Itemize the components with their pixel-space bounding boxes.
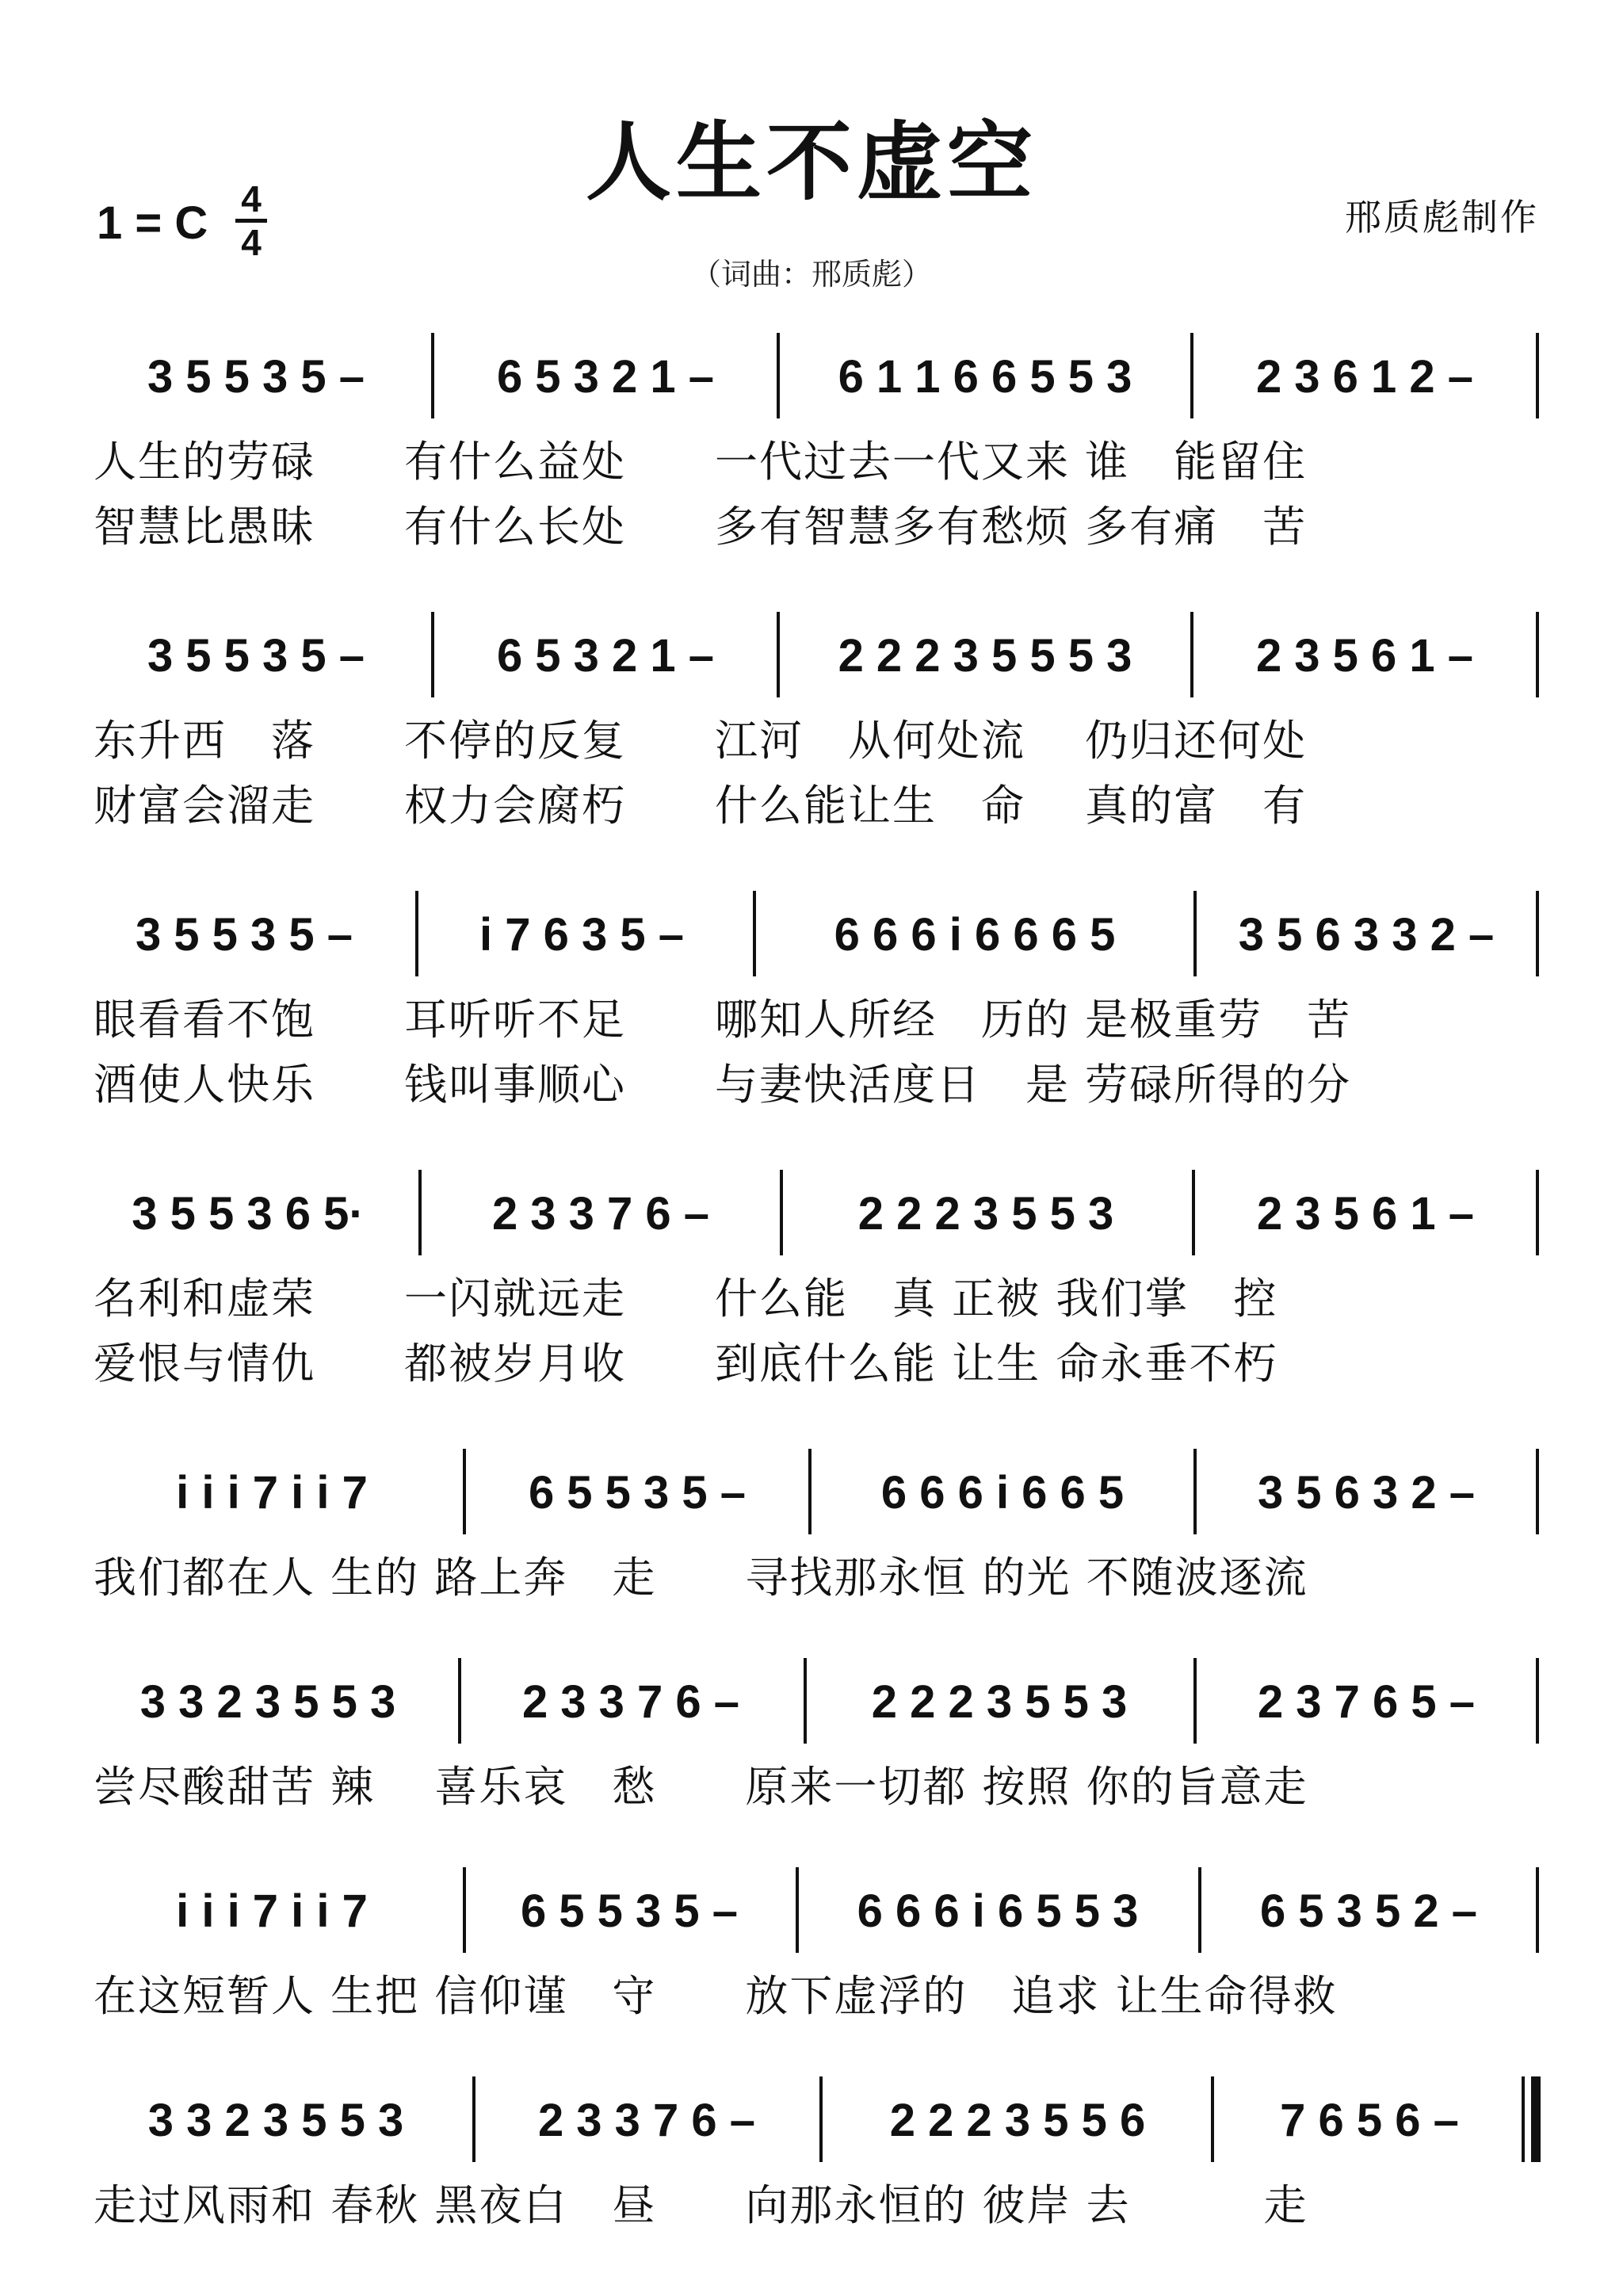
staff-row xyxy=(86,883,1542,986)
measure xyxy=(86,604,426,707)
measure xyxy=(86,1859,458,1962)
measure xyxy=(816,1441,1189,1544)
barline xyxy=(1198,1867,1201,1953)
measure-notes: 2 2 2 3 5 5 6 xyxy=(889,2094,1146,2146)
measure-notes: i i i 7 i i 7 xyxy=(176,1885,368,1937)
measure xyxy=(1201,883,1531,986)
measure xyxy=(827,2069,1208,2172)
measure xyxy=(439,325,772,428)
measure-notes: 6 6 6 i 6 6 6 5 xyxy=(834,908,1116,961)
score-system xyxy=(86,2069,1542,2237)
barline xyxy=(418,1170,422,1255)
lyric-line xyxy=(86,1962,1542,2027)
measure-notes: 2 3 5 6 1 – xyxy=(1256,1187,1475,1240)
barline xyxy=(431,333,434,418)
measure xyxy=(471,1859,788,1962)
author-credit: 邢质彪制作 xyxy=(1345,196,1539,239)
score-system xyxy=(86,883,1542,1116)
final-barline-thin xyxy=(1522,2076,1525,2162)
measure xyxy=(439,604,772,707)
barline xyxy=(463,1867,466,1953)
staff-row xyxy=(86,1441,1542,1544)
measure xyxy=(785,604,1186,707)
measure xyxy=(86,1162,411,1265)
barline xyxy=(796,1867,799,1953)
time-top: 4 xyxy=(241,178,262,220)
measure xyxy=(471,1441,804,1544)
lyric-text: 爱恨与情仇 都被岁月收 到底什么能 让生 命永垂不朽 xyxy=(94,1339,1278,1389)
score-system xyxy=(86,1650,1542,1818)
barline xyxy=(1193,1658,1197,1744)
barline xyxy=(1211,2076,1214,2162)
measure xyxy=(1201,1441,1531,1544)
measure xyxy=(804,1859,1192,1962)
barline xyxy=(1536,612,1539,697)
measure-notes: 2 3 5 6 1 – xyxy=(1255,629,1474,682)
measure-notes: 3 3 2 3 5 5 3 xyxy=(147,2094,404,2146)
barline xyxy=(463,1449,466,1534)
barline xyxy=(1536,1170,1539,1255)
measure xyxy=(480,2069,813,2172)
lyric-text: 东升西 落 不停的反复 江河 从何处流 仍归还何处 xyxy=(94,716,1308,766)
measure-notes: 3 5 5 3 5 – xyxy=(135,908,353,961)
measure-notes: 3 5 5 3 5 – xyxy=(147,629,365,682)
measure xyxy=(1201,1650,1531,1753)
measure xyxy=(86,2069,466,2172)
lyric-text: 智慧比愚昧 有什么长处 多有智慧多有愁烦 多有痛 苦 xyxy=(94,502,1308,552)
measure xyxy=(788,1162,1184,1265)
measure xyxy=(86,325,426,428)
lyric-text: 酒使人快乐 钱叫事顺心 与妻快活度日 是 劳碌所得的分 xyxy=(94,1060,1352,1110)
barline xyxy=(431,612,434,697)
score-system xyxy=(86,604,1542,837)
lyric-text: 尝尽酸甜苦 辣 喜乐哀 愁 原来一切都 按照 你的旨意走 xyxy=(94,1762,1308,1812)
measure-notes: i i i 7 i i 7 xyxy=(176,1466,368,1519)
measure-notes: 2 3 6 1 2 – xyxy=(1255,350,1474,403)
measure xyxy=(466,1650,796,1753)
measure xyxy=(1198,325,1531,428)
measure-notes: 2 3 7 6 5 – xyxy=(1257,1675,1476,1728)
measure-notes: 6 1 1 6 6 5 5 3 xyxy=(838,350,1132,403)
lyric-line xyxy=(86,1330,1542,1395)
measure xyxy=(86,883,403,986)
measure-notes: 2 2 2 3 5 5 5 3 xyxy=(838,629,1132,682)
barline xyxy=(1536,333,1539,418)
score-system xyxy=(86,1859,1542,2027)
measure xyxy=(812,1650,1187,1753)
measure xyxy=(1206,1859,1531,1962)
lyric-text: 走过风雨和 春秋 黑夜白 昼 向那永恒的 彼岸 去 走 xyxy=(94,2180,1308,2230)
measure xyxy=(1198,604,1531,707)
staff-row xyxy=(86,1162,1542,1265)
barline xyxy=(808,1449,812,1534)
measure-notes: 2 3 3 7 6 – xyxy=(521,1675,740,1728)
barline xyxy=(458,1658,461,1744)
measure-notes: 3 5 5 3 6 5· xyxy=(132,1187,365,1240)
lyric-text: 我们都在人 生的 路上奔 走 寻找那永恒 的光 不随波逐流 xyxy=(94,1553,1308,1603)
measure-notes: 6 5 5 3 5 – xyxy=(520,1885,739,1937)
measure-notes: 3 5 5 3 5 – xyxy=(147,350,365,403)
measure xyxy=(86,1650,450,1753)
lyric-text: 名利和虚荣 一闪就远走 什么能 真 正被 我们掌 控 xyxy=(94,1274,1278,1324)
measure-notes: 2 2 2 3 5 5 3 xyxy=(857,1187,1114,1240)
measure-notes: 6 5 5 3 5 – xyxy=(528,1466,747,1519)
lyric-line xyxy=(86,986,1542,1051)
measure-notes: 7 6 5 6 – xyxy=(1280,2094,1459,2146)
barline xyxy=(804,1658,807,1744)
lyric-line xyxy=(86,493,1542,558)
lyric-text: 财富会溜走 权力会腐朽 什么能让生 命 真的富 有 xyxy=(94,781,1308,831)
measure-notes: i 7 6 3 5 – xyxy=(479,908,684,961)
lyric-line xyxy=(86,1753,1542,1818)
measure-notes: 6 5 3 2 1 – xyxy=(496,629,715,682)
measure-notes: 2 3 3 7 6 – xyxy=(491,1187,710,1240)
final-barline-thick xyxy=(1531,2076,1541,2162)
measure-notes: 3 5 6 3 3 2 – xyxy=(1238,908,1495,961)
measure-notes: 6 5 3 2 1 – xyxy=(496,350,715,403)
measure xyxy=(1219,2069,1520,2172)
lyric-line xyxy=(86,428,1542,493)
measure xyxy=(426,1162,775,1265)
barline xyxy=(1190,333,1193,418)
measure-notes: 6 5 3 5 2 – xyxy=(1259,1885,1478,1937)
lyric-line xyxy=(86,707,1542,772)
measure-notes: 3 3 2 3 5 5 3 xyxy=(139,1675,396,1728)
barline xyxy=(1536,891,1539,976)
barline xyxy=(1536,1658,1539,1744)
barline xyxy=(1193,1449,1197,1534)
measure xyxy=(785,325,1186,428)
barline xyxy=(1190,612,1193,697)
barline xyxy=(819,2076,823,2162)
barline xyxy=(1536,1867,1539,1953)
key-signature: 1 = C xyxy=(97,197,208,249)
barline xyxy=(753,891,756,976)
lyric-line xyxy=(86,1544,1542,1609)
barline xyxy=(1193,891,1197,976)
measure-notes: 6 6 6 i 6 6 5 xyxy=(880,1466,1125,1519)
score-system xyxy=(86,1441,1542,1609)
song-title: 人生不虚空 xyxy=(585,113,1037,212)
staff-row xyxy=(86,325,1542,428)
barline xyxy=(472,2076,475,2162)
barline xyxy=(780,1170,783,1255)
measure xyxy=(423,883,740,986)
barline xyxy=(1192,1170,1195,1255)
barline xyxy=(777,333,780,418)
lyric-line xyxy=(86,1051,1542,1116)
measure-notes: 6 6 6 i 6 5 5 3 xyxy=(857,1885,1139,1937)
lyric-text: 人生的劳碌 有什么益处 一代过去一代又来 谁 能留住 xyxy=(94,437,1308,487)
barline xyxy=(1536,1449,1539,1534)
staff-row xyxy=(86,1650,1542,1753)
staff-row xyxy=(86,1859,1542,1962)
staff-row xyxy=(86,604,1542,707)
time-bottom: 4 xyxy=(241,222,262,263)
measure-notes: 2 3 3 7 6 – xyxy=(537,2094,756,2146)
lyric-line xyxy=(86,772,1542,837)
measure-notes: 2 2 2 3 5 5 3 xyxy=(871,1675,1128,1728)
measure xyxy=(761,883,1189,986)
measure-notes: 3 5 6 3 2 – xyxy=(1257,1466,1476,1519)
lyric-line xyxy=(86,1265,1542,1330)
lyricist-composer: （词曲：邢质彪） xyxy=(690,257,932,292)
measure xyxy=(1200,1162,1531,1265)
score-system xyxy=(86,1162,1542,1395)
staff-row xyxy=(86,2069,1542,2172)
barline xyxy=(415,891,418,976)
measure xyxy=(86,1441,458,1544)
lyric-line xyxy=(86,2172,1542,2237)
time-signature xyxy=(235,178,267,263)
barline xyxy=(777,612,780,697)
lyric-text: 眼看看不饱 耳听听不足 哪知人所经 历的 是极重劳 苦 xyxy=(94,995,1352,1045)
lyric-text: 在这短暂人 生把 信仰谨 守 放下虚浮的 追求 让生命得救 xyxy=(94,1971,1338,2021)
score-system xyxy=(86,325,1542,558)
